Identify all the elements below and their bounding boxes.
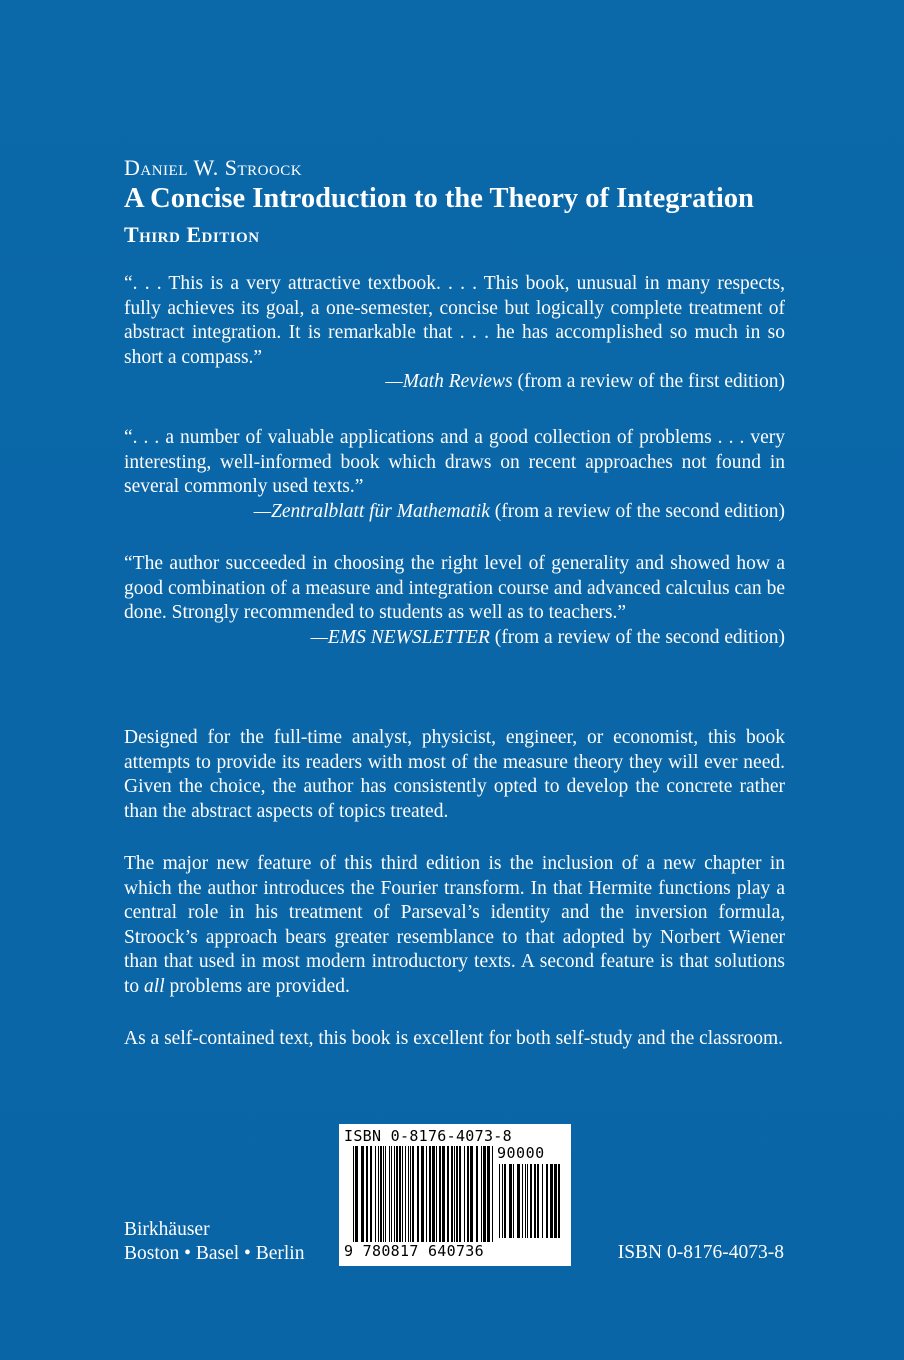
barcode bbox=[339, 1124, 571, 1266]
book-title: A Concise Introduction to the Theory of Integration bbox=[124, 183, 754, 214]
review-quote: “. . . a number of valuable applications and a good collection of problems . . . very interesting, well-informed book which draws on recent approaches not found in several commonly used texts.” bbox=[124, 427, 785, 498]
description-emphasis: all bbox=[144, 975, 165, 997]
description-paragraph-1: Designed for the full-time analyst, physicist, engineer, or economist, this book attempts to provide its readers with most of the measure theory they will ever need. Given the choice, the author has consistently opted to develop the concrete rather than the abstract aspects of topics treated. bbox=[124, 727, 785, 822]
description-text: The major new feature of this third edition is the inclusion of a new chapter in which the author introduces the Fourier transform. In that Hermite functions play a central role in his treatment of Parseval’s identity and the inversion formula, Stroock’s approach bears greater resemblance to that adopted by Norbert Wiener than that used in most modern introductory texts. A second feature is that solutions to bbox=[124, 853, 785, 997]
publisher-name: Birkhäuser bbox=[124, 1219, 210, 1240]
barcode-addon-bars bbox=[499, 1164, 561, 1238]
review-source: —EMS NEWSLETTER bbox=[310, 626, 490, 648]
review-note: (from a review of the first edition) bbox=[517, 371, 785, 393]
review-quote: “. . . This is a very attractive textbook. . . . This book, unusual in many respects, fully achieves its goal, a one-semester, concise but logically complete treatment of abstract integration. It is remarkable that . . . he has accomplished so much in so short a compass.” bbox=[124, 273, 785, 368]
publisher-cities: Boston • Basel • Berlin bbox=[124, 1243, 305, 1264]
review-1 bbox=[124, 272, 785, 395]
isbn-number: ISBN 0-8176-4073-8 bbox=[617, 1242, 784, 1263]
review-2 bbox=[124, 426, 785, 524]
review-attribution bbox=[124, 626, 785, 651]
review-quote: “The author succeeded in choosing the right level of generality and showed how a good combination of a measure and integration course and advanced calculus can be done. Strongly recommended to students as well as to teachers.” bbox=[124, 553, 785, 624]
description-paragraph-2 bbox=[124, 852, 785, 1000]
description-paragraph-3: As a self-contained text, this book is excellent for both self-study and the classroom. bbox=[124, 1028, 784, 1049]
author-name: Daniel W. Stroock bbox=[124, 155, 303, 180]
edition-label: Third Edition bbox=[124, 222, 260, 247]
review-note: (from a review of the second edition) bbox=[494, 500, 785, 522]
description-text: problems are provided. bbox=[164, 975, 350, 997]
barcode-digits: 9 780817 640736 bbox=[344, 1242, 484, 1260]
review-attribution bbox=[124, 370, 785, 395]
publisher bbox=[124, 1218, 304, 1266]
barcode-addon-digits: 90000 bbox=[497, 1144, 545, 1162]
barcode-isbn-label: ISBN 0-8176-4073-8 bbox=[344, 1127, 512, 1145]
review-source: —Zentralblatt für Mathematik bbox=[253, 500, 490, 522]
review-source: —Math Reviews bbox=[385, 371, 513, 393]
barcode-bars bbox=[353, 1146, 493, 1242]
review-3 bbox=[124, 552, 785, 650]
review-note: (from a review of the second edition) bbox=[494, 626, 785, 648]
review-attribution bbox=[124, 500, 785, 525]
